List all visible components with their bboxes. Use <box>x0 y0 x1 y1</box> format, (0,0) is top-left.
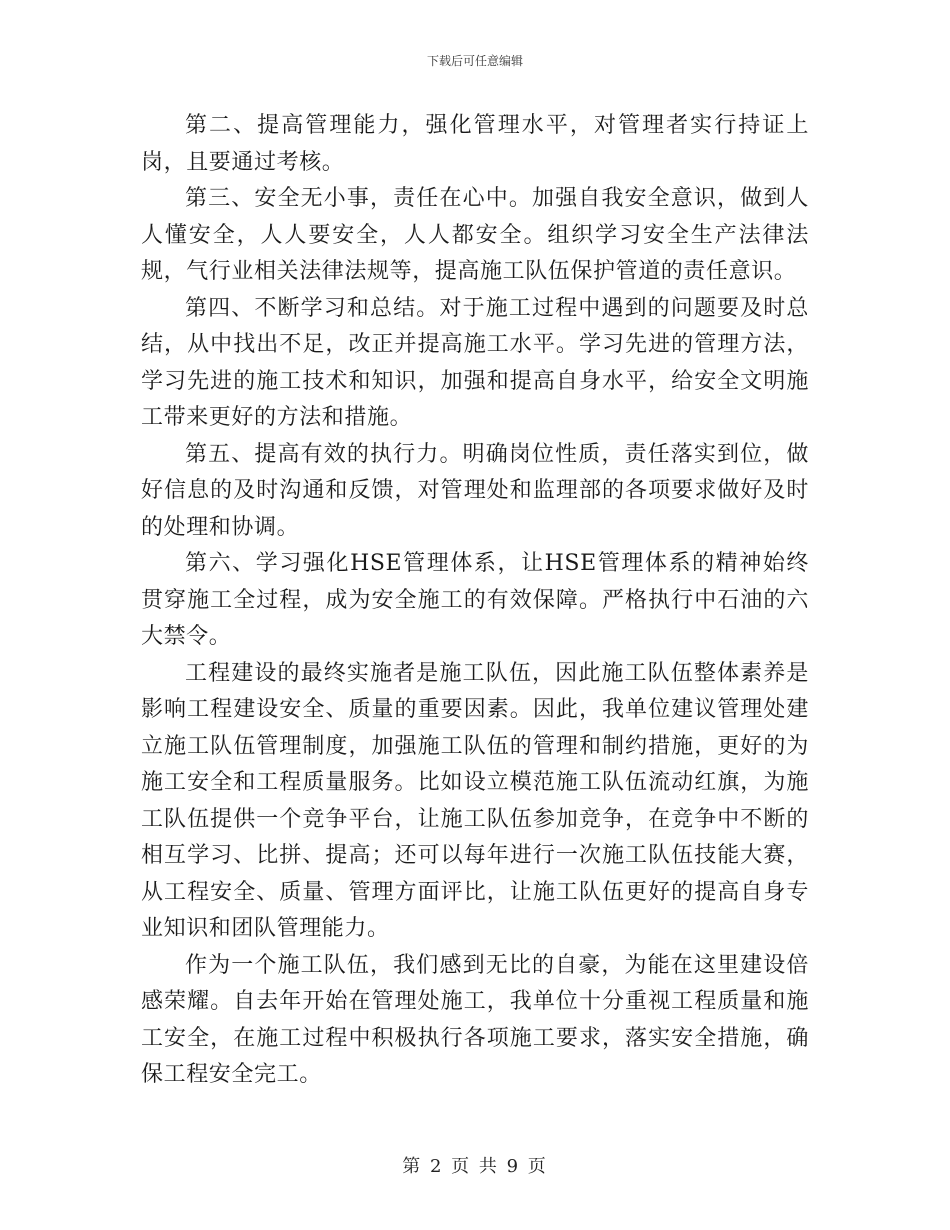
paragraph: 第四、不断学习和总结。对于施工过程中遇到的问题要及时总结，从中找出不足，改正并提高施工水平。学习先进的管理方法，学习先进的施工技术和知识，加强和提高自身水平，给安全文明施工带来更好的方法和措施。 <box>141 295 809 430</box>
paragraph: 工程建设的最终实施者是施工队伍，因此施工队伍整体素养是影响工程建设安全、质量的重要因素。因此，我单位建议管理处建立施工队伍管理制度，加强施工队伍的管理和制约措施，更好的为施工安全和工程质量服务。比如设立模范施工队伍流动红旗，为施工队伍提供一个竞争平台，让施工队伍参加竞争，在竞争中不断的相互学习、比拼、提高；还可以每年进行一次施工队伍技能大赛，从工程安全、质量、管理方面评比，让施工队伍更好的提高自身专业知识和团队管理能力。 <box>141 660 809 941</box>
page-footer: 第 2 页 共 9 页 <box>402 1156 548 1177</box>
paragraph: 第三、安全无小事，责任在心中。加强自我安全意识，做到人人懂安全，人人要安全，人人都安全。组织学习安全生产法律法规，气行业相关法律法规等，提高施工队伍保护管道的责任意识。 <box>141 186 809 284</box>
paragraph: 第六、学习强化HSE管理体系，让HSE管理体系的精神始终贯穿施工全过程，成为安全施工的有效保障。严格执行中石油的六大禁令。 <box>141 551 809 649</box>
paragraph: 第五、提高有效的执行力。明确岗位性质，责任落实到位，做好信息的及时沟通和反馈，对管理处和监理部的各项要求做好及时的处理和协调。 <box>141 441 809 540</box>
paragraph: 第二、提高管理能力，强化管理水平，对管理者实行持证上岗，且要通过考核。 <box>141 113 809 175</box>
document-body <box>141 108 809 1094</box>
paragraph: 作为一个施工队伍，我们感到无比的自豪，为能在这里建设倍感荣耀。自去年开始在管理处施工，我单位十分重视工程质量和施工安全，在施工过程中积极执行各项施工要求，落实安全措施，确保工程安全完工。 <box>141 952 809 1087</box>
page-header: 下载后可任意编辑 <box>426 54 523 68</box>
